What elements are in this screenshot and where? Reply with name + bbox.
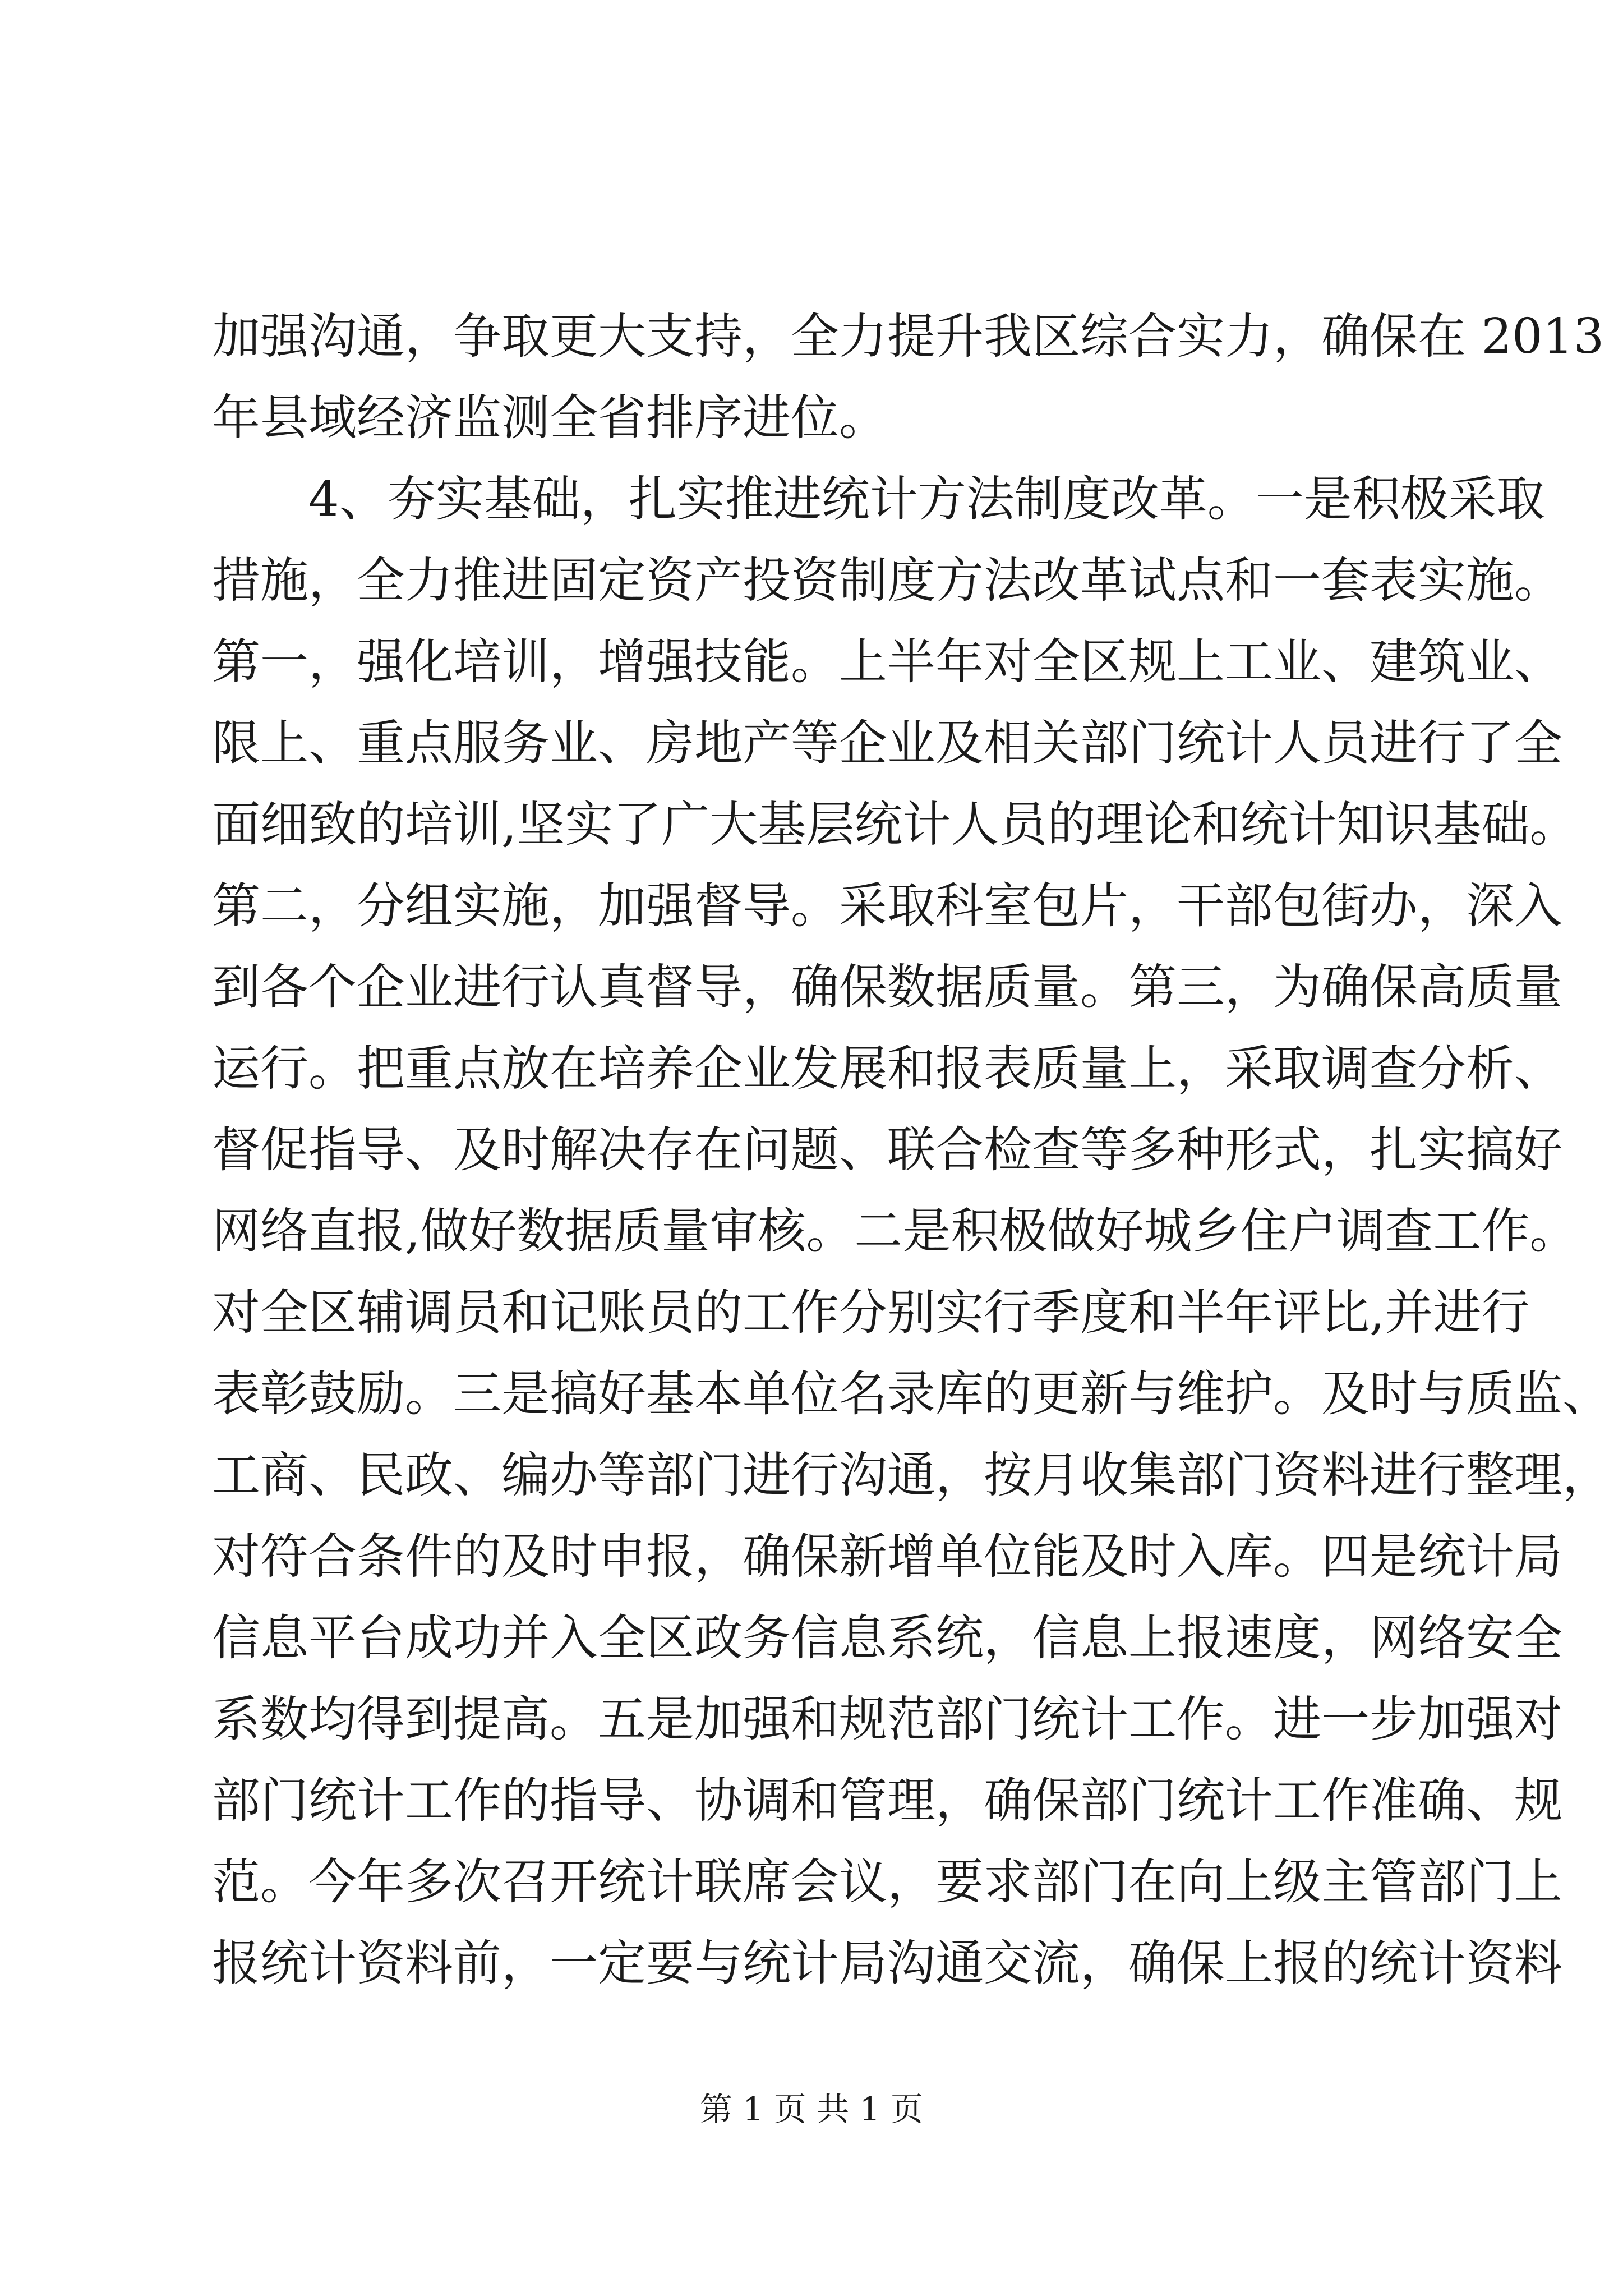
- text-line: 报统计资料前，一定要与统计局沟通交流，确保上报的统计资料: [212, 1935, 1562, 1991]
- text-line: 范。今年多次召开统计联席会议，要求部门在向上级主管部门上: [212, 1854, 1562, 1910]
- text-line: 系数均得到提高。五是加强和规范部门统计工作。进一步加强对: [212, 1691, 1562, 1747]
- page-number-label: 第 1 页 共 1 页: [700, 2090, 923, 2128]
- text-line: 限上、重点服务业、房地产等企业及相关部门统计人员进行了全: [212, 715, 1562, 771]
- text-line: 措施，全力推进固定资产投资制度方法改革试点和一套表实施。: [212, 553, 1562, 609]
- text-line: 第二，分组实施，加强督导。采取科室包片，干部包街办，深入: [212, 878, 1562, 934]
- text-line: 表彰鼓励。三是搞好基本单位名录库的更新与维护。及时与质监、: [212, 1366, 1611, 1422]
- document-body: [212, 296, 1611, 2004]
- text-line: 部门统计工作的指导、协调和管理，确保部门统计工作准确、规: [212, 1773, 1562, 1829]
- page-footer: [0, 2087, 1623, 2132]
- text-line: 面细致的培训,坚实了广大基层统计人员的理论和统计知识基础。: [212, 797, 1578, 853]
- text-line: 对全区辅调员和记账员的工作分别实行季度和半年评比,并进行: [212, 1285, 1530, 1341]
- text-line: 工商、民政、编办等部门进行沟通，按月收集部门资料进行整理，: [212, 1447, 1611, 1503]
- text-line: 对符合条件的及时申报，确保新增单位能及时入库。四是统计局: [212, 1529, 1562, 1585]
- text-line: 第一，强化培训，增强技能。上半年对全区规上工业、建筑业、: [212, 634, 1562, 690]
- text-line: 年县域经济监测全省排序进位。: [212, 390, 887, 446]
- text-line: 到各个企业进行认真督导，确保数据质量。第三，为确保高质量: [212, 959, 1562, 1015]
- paragraph-start-line: 4、夯实基础，扎实推进统计方法制度改革。一是积极采取: [308, 471, 1545, 527]
- text-line: 信息平台成功并入全区政务信息系统，信息上报速度，网络安全: [212, 1610, 1562, 1666]
- text-line: 督促指导、及时解决存在问题、联合检查等多种形式，扎实搞好: [212, 1122, 1562, 1178]
- text-line: 网络直报,做好数据质量审核。二是积极做好城乡住户调查工作。: [212, 1203, 1578, 1259]
- text-line: 加强沟通，争取更大支持，全力提升我区综合实力，确保在 2013: [212, 309, 1604, 365]
- text-line: 运行。把重点放在培养企业发展和报表质量上，采取调查分析、: [212, 1041, 1562, 1097]
